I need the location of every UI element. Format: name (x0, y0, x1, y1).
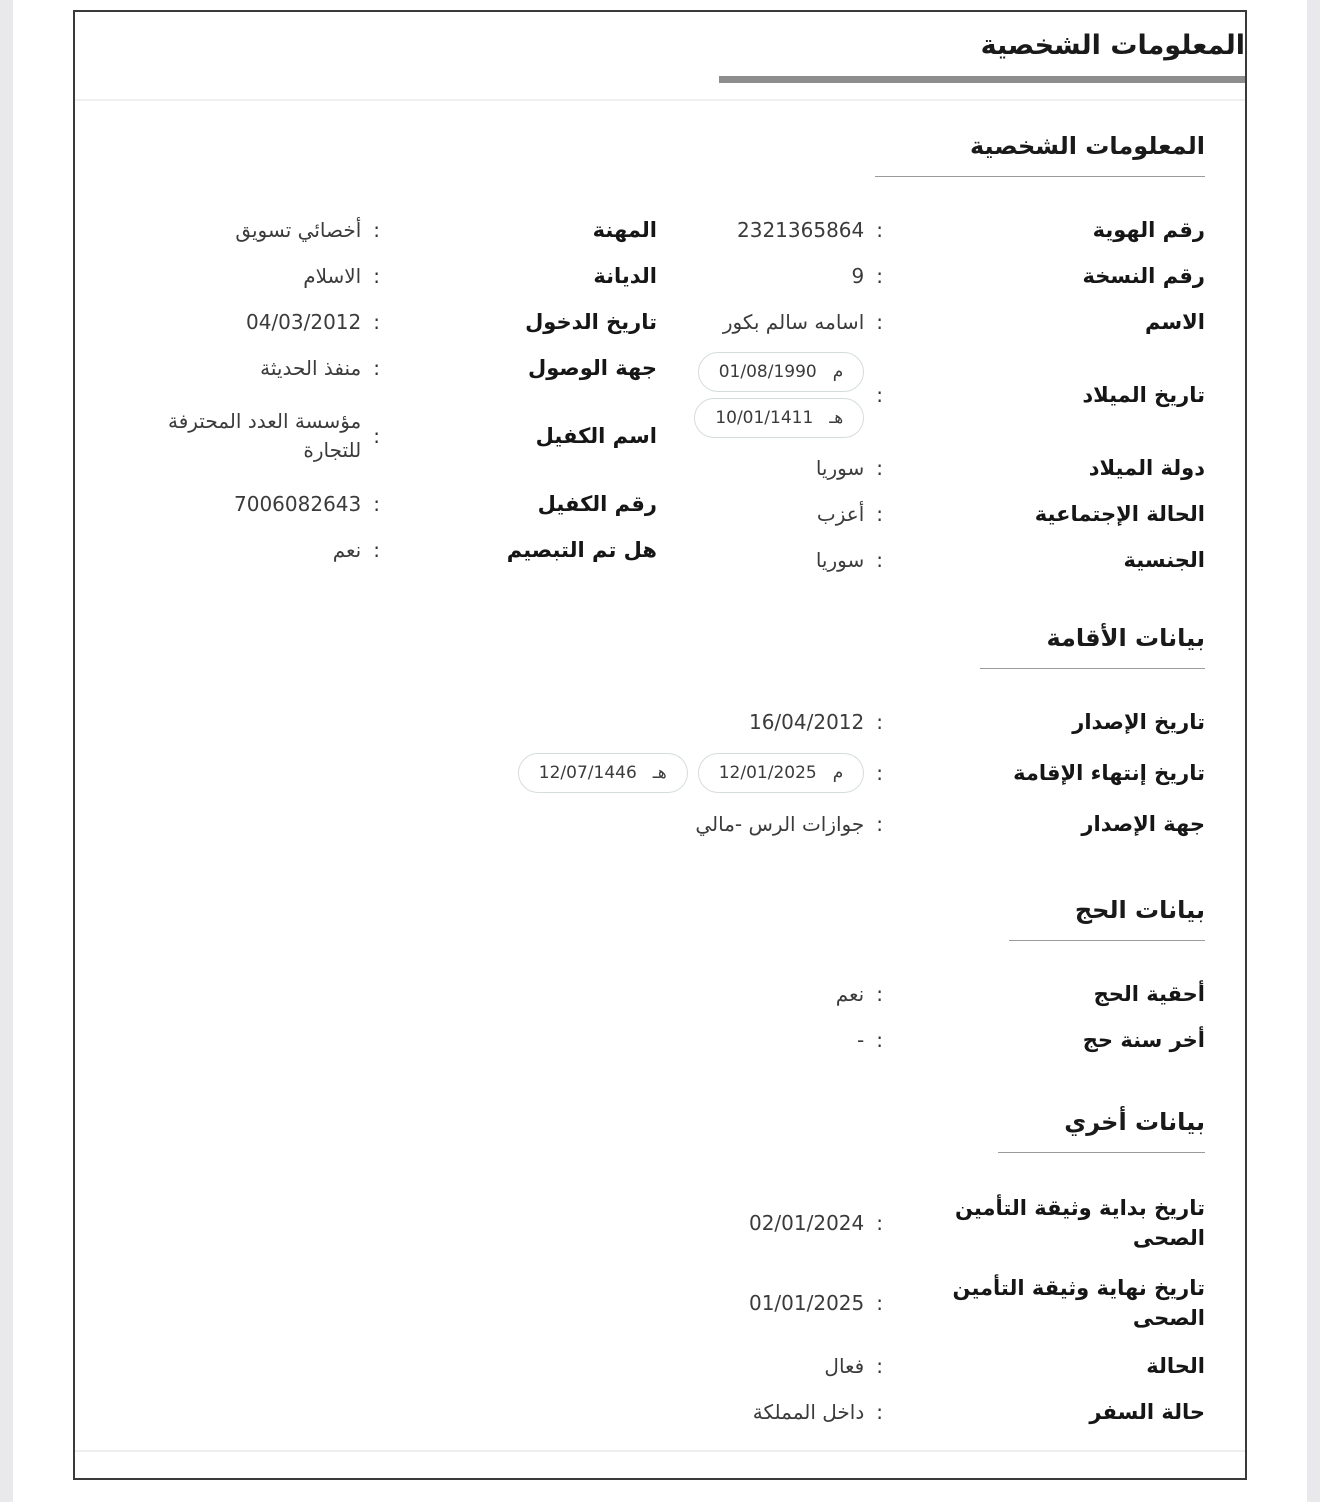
field-row-entry-date (115, 299, 657, 345)
field-row-residence-expiry (115, 745, 1205, 801)
field-value: فعال (824, 1353, 865, 1378)
field-row-issuing-authority (115, 801, 1205, 847)
field-colon: : (373, 424, 380, 448)
field-row-name (663, 299, 1205, 345)
field-value: داخل المملكة (752, 1399, 865, 1424)
field-value: نعم (332, 537, 362, 562)
section-heading-other: بيانات أخري (998, 1107, 1205, 1153)
field-colon: : (876, 264, 883, 288)
gregorian-date-value: 01/08/1990 (718, 362, 817, 382)
gregorian-date-value: 12/01/2025 (718, 763, 817, 783)
field-label: الحالة (1146, 1353, 1205, 1378)
field-value: سوريا (815, 455, 865, 480)
field-colon: : (373, 310, 380, 334)
personal-left-column (115, 207, 657, 583)
gregorian-calendar-letter: م (832, 362, 844, 382)
personal-info-card (73, 10, 1247, 1480)
card-content (75, 101, 1245, 1450)
field-value: جوازات الرس -مالي (695, 811, 865, 836)
field-colon: : (876, 456, 883, 480)
page-edge-right (1307, 0, 1320, 1502)
field-row-id-number (663, 207, 1205, 253)
field-colon: : (373, 218, 380, 242)
field-row-insurance-start (115, 1183, 1205, 1263)
field-colon: : (876, 710, 883, 734)
field-colon: : (876, 1354, 883, 1378)
field-row-fingerprinted (115, 527, 657, 573)
field-row-last-hajj-year (115, 1017, 1205, 1063)
field-value: 7006082643 (234, 491, 362, 516)
hijri-calendar-letter: هـ (829, 408, 844, 428)
hijri-date-value: 12/07/1446 (538, 763, 637, 783)
field-value: نعم (835, 981, 865, 1006)
field-value: اسامه سالم بكور (722, 309, 865, 334)
field-colon: : (876, 761, 883, 785)
field-label: تاريخ الميلاد (1082, 382, 1205, 407)
field-value: سوريا (815, 547, 865, 572)
section-residence (115, 623, 1205, 847)
field-row-birth-date (663, 345, 1205, 445)
field-label: حالة السفر (1089, 1399, 1205, 1424)
field-value: مؤسسة العدد المحترفة للتجارة (167, 409, 362, 462)
birth-date-pills (694, 352, 864, 438)
hijri-date-pill (694, 398, 864, 438)
hijri-date-pill (518, 753, 688, 793)
field-label: رقم الكفيل (537, 491, 657, 516)
field-colon: : (373, 264, 380, 288)
field-row-issue-date (115, 699, 1205, 745)
field-label: تاريخ الإصدار (1072, 709, 1205, 734)
field-colon: : (876, 1400, 883, 1424)
gregorian-calendar-letter: م (832, 763, 844, 783)
page-edge-left (0, 0, 13, 1502)
gregorian-date-pill (698, 753, 865, 793)
field-colon: : (876, 982, 883, 1006)
section-hajj (115, 895, 1205, 1063)
field-label: رقم الهوية (1092, 217, 1205, 242)
card-header (75, 12, 1245, 83)
field-row-nationality (663, 537, 1205, 583)
page-title: المعلومات الشخصية (980, 30, 1245, 61)
field-label: الحالة الإجتماعية (1034, 501, 1205, 526)
field-value: 02/01/2024 (748, 1210, 865, 1235)
field-colon: : (876, 502, 883, 526)
field-colon: : (876, 548, 883, 572)
field-row-status (115, 1343, 1205, 1389)
expiry-date-pills (518, 753, 864, 793)
field-row-arrival-point (115, 345, 657, 391)
field-label: اسم الكفيل (535, 423, 657, 448)
field-colon: : (373, 538, 380, 562)
personal-right-column (663, 207, 1205, 583)
field-value: 16/04/2012 (748, 709, 865, 734)
field-label: الديانة (593, 263, 657, 288)
field-colon: : (876, 218, 883, 242)
field-colon: : (876, 812, 883, 836)
card-footer (75, 1450, 1245, 1478)
field-label: رقم النسخة (1082, 263, 1205, 288)
field-label: الجنسية (1123, 547, 1205, 572)
hijri-date-value: 10/01/1411 (715, 408, 814, 428)
field-row-profession (115, 207, 657, 253)
field-row-copy-number (663, 253, 1205, 299)
field-value: 01/01/2025 (748, 1290, 865, 1315)
field-colon: : (373, 492, 380, 516)
field-label: دولة الميلاد (1088, 455, 1205, 480)
field-colon: : (876, 310, 883, 334)
field-label: جهة الإصدار (1081, 811, 1205, 836)
field-label: جهة الوصول (528, 355, 657, 380)
field-label: الاسم (1145, 309, 1205, 334)
field-label: أحقية الحج (1093, 981, 1205, 1006)
field-row-insurance-end (115, 1263, 1205, 1343)
title-underline-bar (719, 76, 1246, 83)
field-label: أخر سنة حج (1082, 1027, 1205, 1052)
field-row-hajj-eligibility (115, 971, 1205, 1017)
field-value: 2321365864 (737, 217, 865, 242)
hijri-calendar-letter: هـ (652, 763, 667, 783)
field-colon: : (876, 1211, 883, 1235)
field-label: هل تم التبصيم (506, 537, 657, 562)
gregorian-date-pill (698, 352, 865, 392)
field-value: 04/03/2012 (245, 309, 362, 334)
field-row-birth-country (663, 445, 1205, 491)
field-row-sponsor-name (115, 391, 657, 481)
field-colon: : (876, 1028, 883, 1052)
field-row-religion (115, 253, 657, 299)
field-row-travel-status (115, 1389, 1205, 1435)
field-value: أخصائي تسويق (235, 217, 362, 242)
field-value: 9 (851, 263, 865, 288)
field-value: أعزب (816, 501, 865, 526)
field-label: المهنة (592, 217, 657, 242)
field-value: منفذ الحديثة (260, 355, 362, 380)
field-colon: : (876, 1291, 883, 1315)
field-value: الاسلام (303, 263, 362, 288)
field-label: تاريخ بداية وثيقة التأمين الصحى (954, 1195, 1205, 1250)
section-heading-hajj: بيانات الحج (1009, 895, 1205, 941)
field-colon: : (876, 383, 883, 407)
field-value: - (857, 1027, 865, 1052)
section-heading-personal: المعلومات الشخصية (875, 131, 1205, 177)
field-label: تاريخ إنتهاء الإقامة (1013, 760, 1205, 785)
field-colon: : (373, 356, 380, 380)
field-label: تاريخ نهاية وثيقة التأمين الصحى (952, 1275, 1205, 1330)
section-personal (115, 131, 1205, 583)
field-row-sponsor-number (115, 481, 657, 527)
section-heading-residence: بيانات الأقامة (980, 623, 1205, 669)
section-other (115, 1107, 1205, 1435)
field-label: تاريخ الدخول (525, 309, 657, 334)
field-row-marital-status (663, 491, 1205, 537)
